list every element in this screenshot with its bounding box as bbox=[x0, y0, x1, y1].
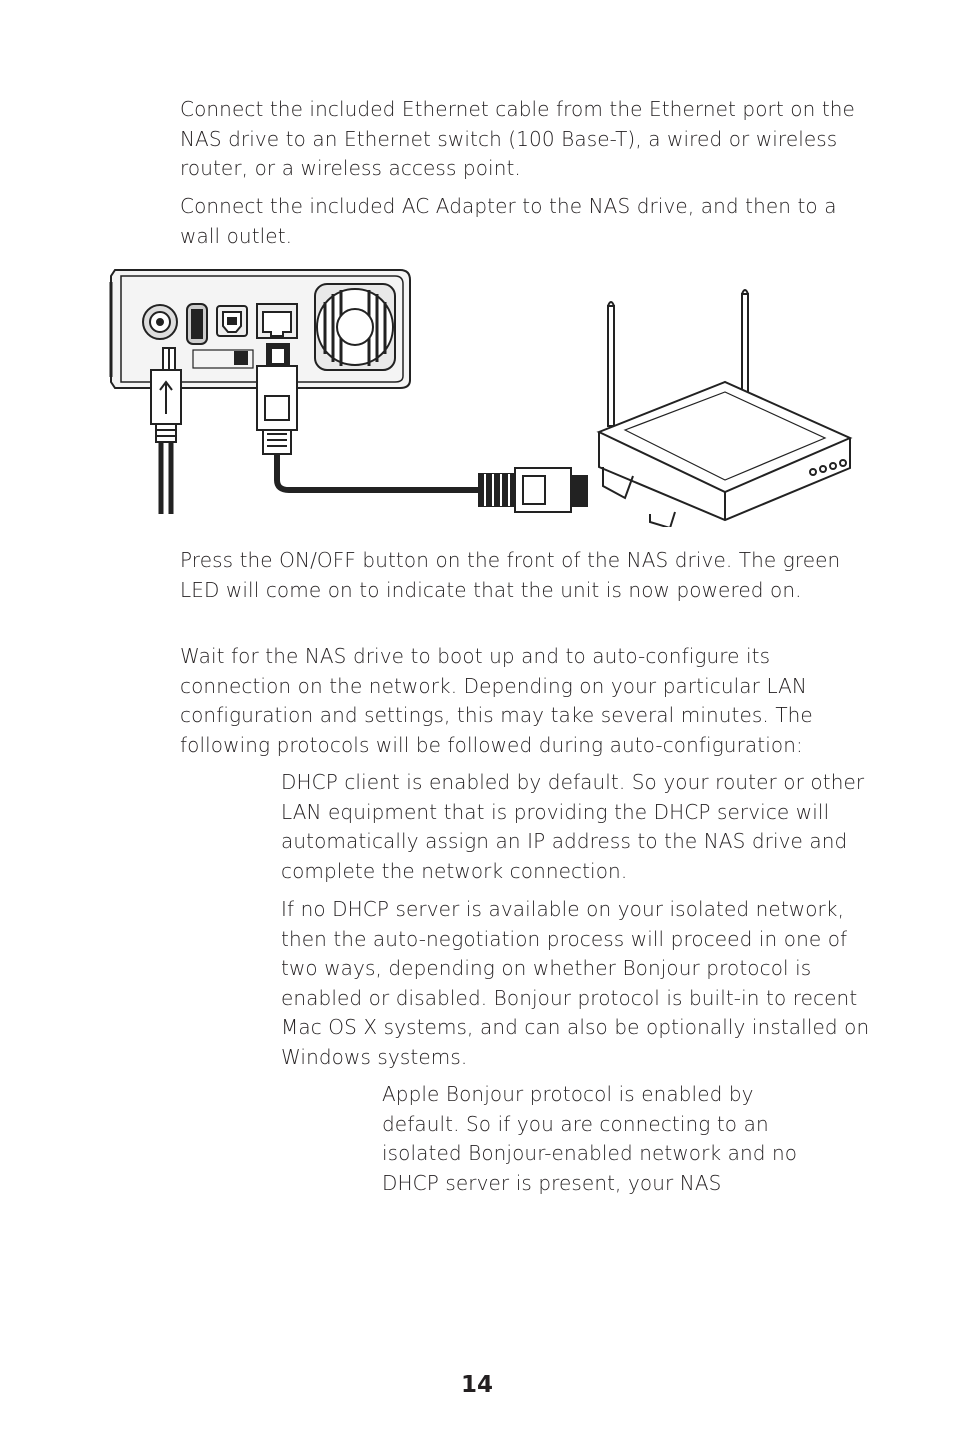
paragraph-dhcp-client: DHCP client is enabled by default. So your router or other LAN equipment that is providing the DHCP service will automatically assign an IP address to the NAS drive and complete the network connection. bbox=[281, 770, 865, 883]
ethernet-port-icon bbox=[257, 304, 297, 338]
paragraph-auto-configure: Wait for the NAS drive to boot up and to auto-configure its connection on the network. Depending on your particular LAN configuration and settings, this may take several minutes. The following protocols will be followed during auto-configuration: bbox=[180, 644, 813, 757]
power-jack-icon bbox=[143, 305, 177, 339]
paragraph-apple-bonjour: Apple Bonjour protocol is enabled by default. So if you are connecting to an isolated Bonjour-enabled network and no DHCP server is present, your NAS bbox=[382, 1082, 798, 1195]
cooling-fan-icon bbox=[315, 284, 395, 370]
paragraph-ethernet-connection: Connect the included Ethernet cable from the Ethernet port on the NAS drive to an Ethernet switch (100 Base-T), a wired or wireless router, or a wireless access point. bbox=[180, 97, 855, 180]
nas-router-connection-illustration bbox=[105, 262, 855, 527]
paragraph-power-on: Press the ON/OFF button on the front of the NAS drive. The green LED will come on to indicate that the unit is now powered on. bbox=[180, 548, 841, 602]
ethernet-cable bbox=[277, 454, 479, 490]
paragraph-ac-adapter: Connect the included AC Adapter to the NAS drive, and then to a wall outlet. bbox=[180, 194, 837, 248]
ethernet-plug-router-icon bbox=[479, 468, 587, 512]
usb-a-port-icon bbox=[187, 304, 207, 344]
power-plug-icon bbox=[151, 348, 181, 514]
wireless-router-icon bbox=[599, 290, 850, 527]
usb-b-port-icon bbox=[217, 306, 247, 336]
paragraph-no-dhcp-server: If no DHCP server is available on your isolated network, then the auto-negotiation process will proceed in one of two ways, depending on whether Bonjour protocol is enabled or disabled. Bonjour protocol is built-in to recent Mac OS X systems, and can also be optionally installed on Windows systems. bbox=[281, 897, 870, 1069]
page-number: 14 bbox=[460, 1372, 493, 1398]
